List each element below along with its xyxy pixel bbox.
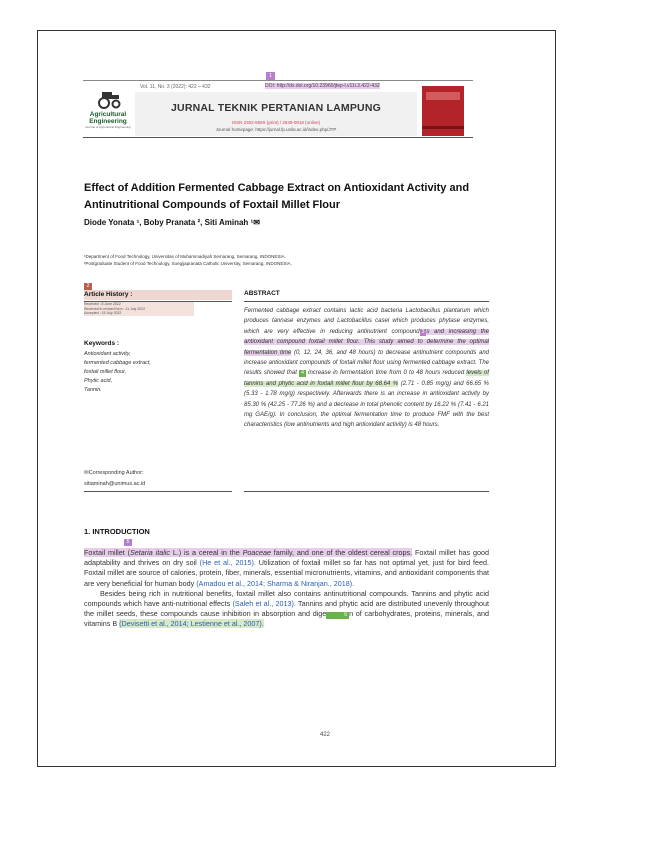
introduction-text (84, 548, 489, 630)
homepage-link[interactable]: Journal homepage: https://jurnal.fp.unila.ac.id/index.php/JTP (215, 127, 337, 132)
abstract-part: (0, 12, 24, 36, and 48 hours) to decrease antinutrient compounds and increase antioxidant compounds of foxtail millet flour using fermented cabbage extract. The results showed that (244, 349, 490, 377)
highlighted-text: levels of tannins and phytic acid in foxtail millet flour by 68.64 % (244, 370, 490, 387)
abstract-text (244, 306, 489, 431)
annotation-tag: 1 (266, 72, 275, 80)
paragraph (84, 548, 489, 589)
keywords-list (84, 350, 224, 395)
keyword: foxtail millet flour, (84, 369, 127, 375)
journal-cover-image (422, 86, 464, 136)
corresponding-author-label: ✉Corresponding Author: (84, 470, 144, 476)
annotation-tag: 2 (84, 283, 92, 290)
annotation-tag: 6 (326, 612, 349, 619)
highlighted-text: family, and one of the oldest cereal crops. (270, 548, 413, 557)
citation-link[interactable]: (Amadou et al., 2014; Sharma & Niranjan., 2018). (196, 578, 355, 588)
volume-line: Vol. 11, No. 3 (2022): 422 – 432 (140, 84, 211, 90)
divider (84, 491, 232, 492)
keywords-label: Keywords : (84, 340, 120, 347)
paragraph-part: Besides being rich in nutritional benefits, foxtail millet also contains antinutritional compounds. (100, 588, 412, 598)
header-top-rule (83, 80, 473, 81)
keyword: Antioxidant activity, (84, 351, 131, 357)
journal-title: JURNAL TEKNIK PERTANIAN LAMPUNG (171, 102, 381, 114)
abstract-part: increase in fermentation time from 0 to 48 hours reduced (305, 370, 467, 377)
keyword: fermented cabbage extract, (84, 360, 151, 366)
cover-title-band (426, 92, 460, 100)
tractor-icon (96, 89, 122, 109)
issn-line: ISSN 2302-559X (print) / 2549-0818 (online) (231, 120, 321, 125)
annotation-tag: 4 (301, 370, 304, 377)
highlighted-text: Foxtail millet ( (84, 548, 130, 557)
article-history-dates (84, 302, 194, 316)
affiliation-2: ²Postgraduate Student of Food Technology, Soegijapranata Catholic University, Semarang, INDONESIA. (84, 261, 292, 266)
cover-strip (422, 126, 464, 129)
paragraph-part: Foxtail millet has good adaptability and thrives on dry soil (84, 548, 489, 568)
citation-link[interactable]: (Devisetti et al., 2014; Lestienne et al., 2007). (119, 619, 264, 629)
divider (244, 491, 489, 492)
section-heading: 1. INTRODUCTION (84, 527, 150, 536)
article-history-header (84, 290, 232, 300)
paragraph-part: n of carbohydrates, proteins, minerals, and vitamins B (84, 609, 489, 629)
keyword: Phytic acid, (84, 378, 113, 384)
history-line: Received : 8 June 2022 (84, 302, 121, 306)
paragraph-part: Tannins and phytic acid are distributed unevenly throughout the millet seeds, these compounds cause inhibition in absorption and dige (84, 599, 490, 619)
citation-link[interactable]: (He et al., 2015). (199, 558, 256, 568)
author-list: Diode Yonata ¹, Boby Pranata ², Siti Aminah ¹✉ (84, 218, 260, 227)
doi-text[interactable]: DOI: http://dx.doi.org/10.23960/jtep-l.v11i.3.422-432 (265, 83, 380, 89)
keyword: Tannin. (84, 387, 102, 393)
abstract-part: (2.71 - 0.85 mg/g) and 66.65 % (5.33 - 1.78 mg/g) respectively. Afterwards there is an increase in antioxidant activity by 85.30 % (42.25 - 77.26 %) and a decrease in total phenolic content by 16.22 % (7.41 - 6.21 mg GAE/g). In conclusion, the optimal fermentation time to produce FMF with the best characteristics (low antinutrients and high antioxidant activity) is 48 hours. (244, 380, 489, 429)
affiliation-1: ¹Department of Food Technology, Universitas of Muhammadiyah Semarang, Semarang, INDONESIA. (84, 254, 286, 259)
corresponding-author-email[interactable]: sitiaminah@unimus.ac.id (84, 481, 146, 487)
article-title: Effect of Addition Fermented Cabbage Extract on Antioxidant Activity and Antinutritional Compounds of Foxtail Millet Flour (84, 182, 470, 211)
annotation-tag: 3 (421, 328, 425, 335)
paragraph-part: Tannins and phytic acid compounds which have anti-nutritional effects (84, 588, 489, 609)
logo-text: Agricultural Engineering (89, 111, 127, 125)
abstract-heading: ABSTRACT (244, 290, 280, 297)
page-number: 422 (319, 732, 330, 738)
journal-logo (84, 87, 132, 131)
doi-link[interactable] (265, 83, 380, 89)
divider (244, 301, 489, 302)
paragraph (84, 589, 489, 630)
paragraph-part: Utilization of foxtail millet so far has not optimal yet, just for bird feed. Foxtail millet are source of calories, protein, fiber, minerals, essential micronutrients, vitamins, and antioxidant components that are very beneficial for human body (84, 558, 489, 588)
history-line: Accepted : 15 July 2022 (84, 311, 122, 315)
highlighted-text: Poaceae (242, 548, 271, 557)
citation-link[interactable]: (Saleh et al., 2013). (232, 599, 296, 609)
logo-subtext: Journal of Agricultural Engineering (85, 125, 131, 129)
history-line: Received in revised form : 11 July 2022 (84, 306, 146, 311)
annotation-tag: 5 (124, 539, 132, 546)
abstract-part: Fermented cabbage extract contains lactic acid bacteria Lactobacillus plantarum which produces tannase enzymes and Lactobacillus casei which produces phytase enzymes, which are very effective in reducing antinutrient compound (244, 308, 489, 335)
article-history-label: Article History : (84, 291, 133, 298)
header-bottom-rule (83, 137, 473, 138)
highlighted-text: Setaria italic (130, 548, 170, 557)
journal-banner (135, 92, 417, 136)
highlighted-text: s and increasing the antioxidant compound foxtail millet flour. This study aimed to determine the optimal fermentation time (244, 328, 489, 356)
highlighted-text: L.) is a cereal in the (169, 548, 243, 557)
